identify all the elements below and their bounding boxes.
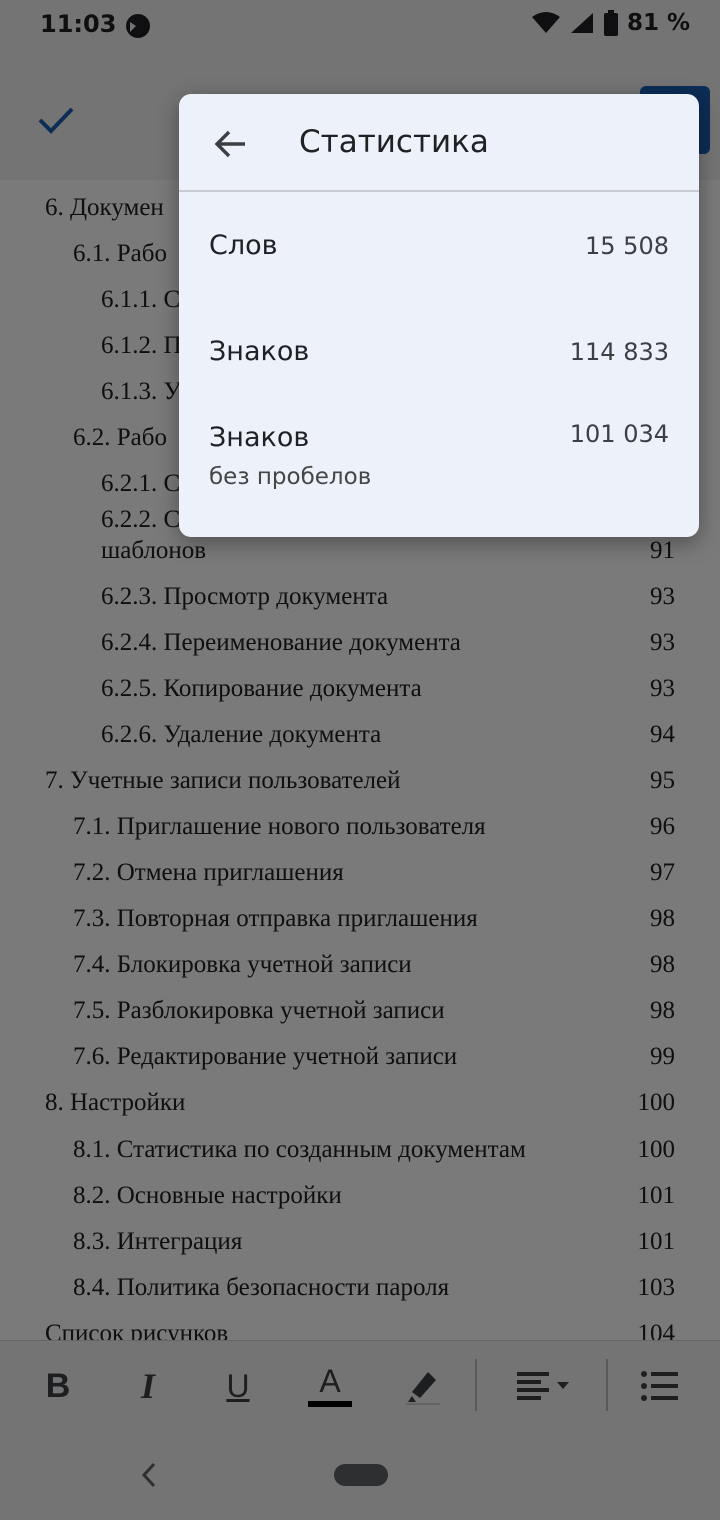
back-arrow-icon[interactable] — [211, 124, 251, 164]
words-label: Слов — [209, 230, 278, 261]
dialog-title: Статистика — [299, 124, 489, 160]
chars-no-spaces-value: 101 034 — [569, 420, 669, 448]
dialog-header — [179, 94, 699, 192]
chars-value: 114 833 — [569, 338, 669, 366]
statistics-dialog — [179, 94, 699, 537]
chars-no-spaces-sublabel: без пробелов — [209, 464, 372, 490]
words-value: 15 508 — [585, 232, 669, 260]
chars-label: Знаков — [209, 336, 310, 367]
chars-no-spaces-label: Знаков — [209, 422, 310, 453]
